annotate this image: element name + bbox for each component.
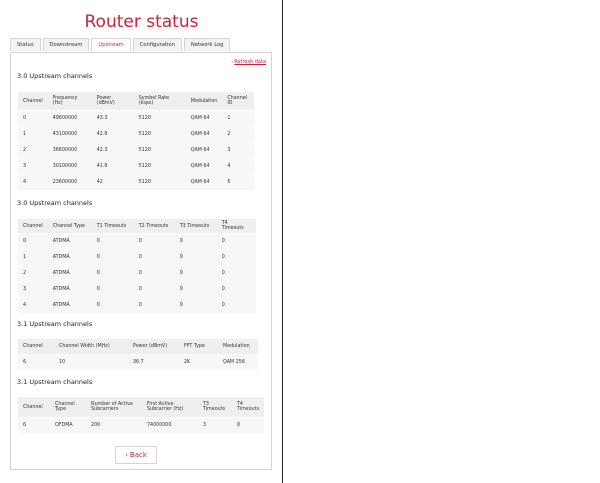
column-header: T4 Timeouts bbox=[217, 219, 256, 233]
table-cell: 4 bbox=[18, 175, 48, 190]
upstream-30-table bbox=[18, 91, 254, 191]
table-cell: 0 bbox=[217, 282, 256, 297]
table-cell: ATDMA bbox=[48, 250, 92, 265]
table-cell: QAM 64 bbox=[186, 159, 223, 174]
table-cell: ATDMA bbox=[48, 266, 92, 281]
column-header: Frequency (Hz) bbox=[48, 92, 92, 110]
table-row bbox=[18, 111, 254, 126]
table-cell: QAM 64 bbox=[186, 111, 223, 126]
tab-configuration[interactable]: Configuration bbox=[133, 38, 182, 51]
upstream-content bbox=[10, 52, 272, 470]
column-header: First Active Subcarrier (Hz) bbox=[142, 397, 198, 417]
table-cell: 6 bbox=[18, 355, 54, 370]
table-cell: 1 bbox=[18, 250, 48, 265]
chevron-left-icon: ‹ bbox=[125, 451, 128, 459]
table-cell: 1 bbox=[18, 127, 48, 142]
table-row bbox=[18, 418, 264, 433]
table-cell: 0 bbox=[175, 250, 217, 265]
table-cell: 6 bbox=[18, 418, 50, 433]
table-row bbox=[18, 175, 254, 190]
column-header: Power (dBmV) bbox=[128, 339, 179, 354]
table-cell: 42.8 bbox=[92, 127, 134, 142]
table-cell: 0 bbox=[175, 234, 217, 249]
table-cell: 0 bbox=[217, 298, 256, 313]
table-cell: 23600000 bbox=[48, 175, 92, 190]
table-cell: QAM 256 bbox=[218, 355, 258, 370]
section-title-30-timeouts: 3.0 Upstream channels bbox=[17, 199, 93, 207]
column-header: T4 Timeouts bbox=[232, 397, 264, 417]
table-cell: 0 bbox=[134, 234, 175, 249]
table-header-row bbox=[18, 92, 254, 110]
table-cell: QAM 64 bbox=[186, 127, 223, 142]
table-cell: 0 bbox=[134, 250, 175, 265]
column-header: Channel bbox=[18, 397, 50, 417]
table-cell: ATDMA bbox=[48, 282, 92, 297]
table-cell: 5120 bbox=[134, 159, 186, 174]
table-cell: 36600000 bbox=[48, 143, 92, 158]
table-cell: QAM 64 bbox=[186, 143, 223, 158]
upstream-31-ofdma-table bbox=[18, 396, 264, 434]
table-cell: 0 bbox=[175, 266, 217, 281]
table-cell: 0 bbox=[217, 250, 256, 265]
table-cell: 74000000 bbox=[142, 418, 198, 433]
table-cell: 36.7 bbox=[128, 355, 179, 370]
table-cell: 42.3 bbox=[92, 143, 134, 158]
table-cell: 0 bbox=[18, 234, 48, 249]
table-cell: 200 bbox=[86, 418, 142, 433]
table-cell: ATDMA bbox=[48, 298, 92, 313]
tab-status[interactable]: Status bbox=[10, 38, 41, 51]
table-cell: 0 bbox=[175, 298, 217, 313]
table-row bbox=[18, 143, 254, 158]
column-header: T3 Timeouts bbox=[175, 219, 217, 233]
table-cell: 5120 bbox=[134, 175, 186, 190]
table-cell: 1 bbox=[222, 111, 254, 126]
column-header: Symbol Rate (ksps) bbox=[134, 92, 186, 110]
refresh-data-link[interactable] bbox=[231, 59, 266, 65]
column-header: T2 Timeouts bbox=[134, 219, 175, 233]
table-cell: 5120 bbox=[134, 111, 186, 126]
section-title-30-upstream: 3.0 Upstream channels bbox=[17, 72, 93, 80]
table-cell: 0 bbox=[92, 250, 134, 265]
table-cell: 3 bbox=[18, 159, 48, 174]
table-cell: 0 bbox=[217, 234, 256, 249]
table-row bbox=[18, 127, 254, 142]
table-header-row bbox=[18, 219, 256, 233]
table-row bbox=[18, 159, 254, 174]
section-title-31-ofdma: 3.1 Upstream channels bbox=[17, 378, 93, 386]
table-header-row bbox=[18, 339, 258, 354]
table-cell: 4 bbox=[222, 159, 254, 174]
table-cell: 0 bbox=[175, 282, 217, 297]
table-cell: 41.8 bbox=[92, 159, 134, 174]
page-title: Router status bbox=[84, 12, 199, 32]
column-header: FFT Type bbox=[179, 339, 218, 354]
table-row bbox=[18, 355, 258, 370]
table-cell: 0 bbox=[92, 298, 134, 313]
table-cell: 5120 bbox=[134, 127, 186, 142]
back-button[interactable] bbox=[115, 446, 157, 464]
table-row bbox=[18, 298, 256, 313]
tab-downstream[interactable]: Downstream bbox=[43, 38, 90, 51]
upstream-31-table bbox=[18, 338, 258, 371]
column-header: Channel Width (MHz) bbox=[54, 339, 128, 354]
table-header-row bbox=[18, 397, 264, 417]
column-header: Channel bbox=[18, 92, 48, 110]
table-cell: 2K bbox=[179, 355, 218, 370]
table-cell: 0 bbox=[92, 234, 134, 249]
table-cell: 3 bbox=[222, 143, 254, 158]
table-cell: ATDMA bbox=[48, 234, 92, 249]
table-cell: 43.3 bbox=[92, 111, 134, 126]
tab-bar bbox=[10, 38, 232, 52]
column-header: Channel ID bbox=[222, 92, 254, 110]
column-header: Power (dBmV) bbox=[92, 92, 134, 110]
column-header: Channel bbox=[18, 219, 48, 233]
table-cell: 30100000 bbox=[48, 159, 92, 174]
column-header: Modulation bbox=[218, 339, 258, 354]
column-header: T3 Timeouts bbox=[198, 397, 232, 417]
column-header: Channel Type bbox=[48, 219, 92, 233]
tab-upstream[interactable]: Upstream bbox=[91, 38, 130, 52]
upstream-30-timeouts-table bbox=[18, 218, 256, 314]
table-cell: 5120 bbox=[134, 143, 186, 158]
table-cell: 0 bbox=[217, 266, 256, 281]
table-cell: 0 bbox=[134, 266, 175, 281]
back-button-label: Back bbox=[129, 451, 147, 459]
table-cell: 0 bbox=[92, 282, 134, 297]
table-cell: 2 bbox=[18, 266, 48, 281]
table-cell: 3 bbox=[18, 282, 48, 297]
table-cell: 42 bbox=[92, 175, 134, 190]
table-cell: 0 bbox=[134, 298, 175, 313]
table-cell: QAM 64 bbox=[186, 175, 223, 190]
tab-network-log[interactable]: Network Log bbox=[184, 38, 231, 51]
column-header: Channel Type bbox=[50, 397, 86, 417]
table-cell: 2 bbox=[18, 143, 48, 158]
section-title-31-upstream: 3.1 Upstream channels bbox=[17, 320, 93, 328]
chevron-right-icon: › bbox=[231, 59, 234, 65]
column-header: T1 Timeouts bbox=[92, 219, 134, 233]
column-header: Number of Active Subcarriers bbox=[86, 397, 142, 417]
table-cell: 0 bbox=[232, 418, 264, 433]
table-cell: 3 bbox=[198, 418, 232, 433]
table-cell: 5 bbox=[222, 175, 254, 190]
table-cell: 49600000 bbox=[48, 111, 92, 126]
table-cell: 0 bbox=[134, 282, 175, 297]
table-row bbox=[18, 250, 256, 265]
table-row bbox=[18, 282, 256, 297]
table-cell: 0 bbox=[92, 266, 134, 281]
table-cell: 10 bbox=[54, 355, 128, 370]
table-row bbox=[18, 234, 256, 249]
table-cell: 4 bbox=[18, 298, 48, 313]
table-row bbox=[18, 266, 256, 281]
table-cell: OFDMA bbox=[50, 418, 86, 433]
table-cell: 0 bbox=[18, 111, 48, 126]
table-cell: 2 bbox=[222, 127, 254, 142]
column-header: Channel bbox=[18, 339, 54, 354]
table-cell: 43100000 bbox=[48, 127, 92, 142]
column-header: Modulation bbox=[186, 92, 223, 110]
refresh-data-label: Refresh data bbox=[234, 59, 266, 65]
router-status-panel bbox=[0, 0, 283, 483]
